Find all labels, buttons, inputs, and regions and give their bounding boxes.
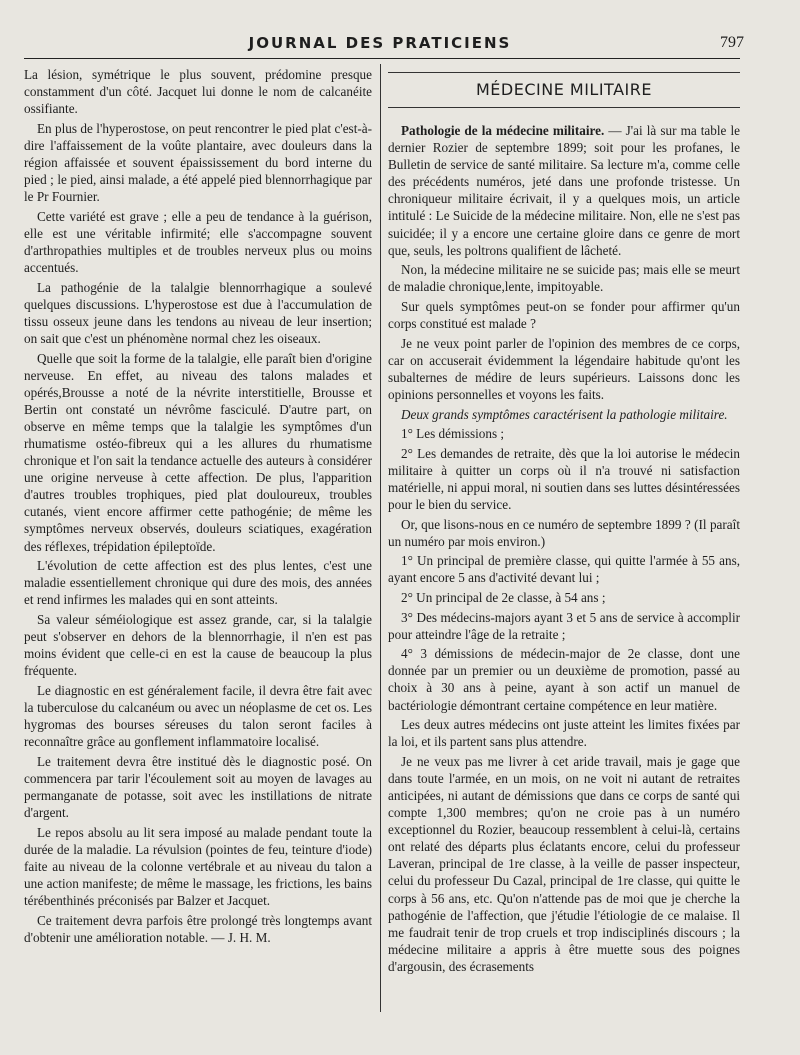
- article-lead-text: — J'ai là sur ma table le dernier Rozier de septembre 1899; soit pour les profanes, le Bulletin de service de santé militaire. Sa lecture m'a, comme celle des précédents numéros, jeté dans une profonde tristesse. Un chroniqueur militaire écrivait, il y a quelques mois, un article intitulé : Le Suicide de la médecine militaire. Non, elle ne s'est pas suicidée; il y a encore une certaine gloire dans ce genre de mort que, seuls, les poltrons qualifient de lâcheté.: [388, 123, 740, 258]
- paragraph: [388, 406, 740, 423]
- list-item: 1° Les démissions ;: [401, 426, 505, 442]
- paragraph: Sa valeur séméiologique est assez grande, car, si la talalgie peut s'observer en dehors de la blennorrhagie, il n'en est pas moins évident que celle-ci en est la cause de beaucoup la plus fréquente.: [24, 611, 372, 679]
- page-number: 797: [720, 34, 744, 51]
- paragraph: Cette variété est grave ; elle a peu de tendance à la guérison, elle est une véritable infirmité; elle s'accompagne souvent d'arthropathies multiples et de troubles nerveux plus ou moins accentués.: [24, 208, 372, 276]
- journal-title: JOURNAL DES PRATICIENS: [248, 34, 512, 52]
- paragraph: Le repos absolu au lit sera imposé au malade pendant toute la durée de la maladie. La révulsion (pointes de feu, teinture d'iode) faite au niveau de la colonne vertébrale et au niveau du talon a une action manifeste; de même le massage, les frictions, les bains térébenthinés préconisés par Balzer et Jacquet.: [24, 824, 372, 908]
- paragraph: Je ne veux pas me livrer à cet aride travail, mais je gage que dans toute l'armée, en un mois, on ne voit ni autant de retraites anticipées, ni autant de démissions que dans ce corps de santé qui compte 1,300 membres; qu'on ne croie pas à un numéro exceptionnel du Rozier, beaucoup ressemblent à celui-là, certains ont relaté des départs plus éclatants encore, celui du professeur Laveran, principal de 1re classe, à la veille de passer inspecteur, celui du professeur Du Cazal, principal de 1re classe, qui quitte le corps à 56 ans, etc. Qu'on n'attende pas de moi que je cherche la pathogénie de l'affection, que j'étudie l'étiologie de ce malaise. Il me faudrait tenir de trop cruels et trop indisciplinés discours ; la médecine militaire a appris à être muette sous des poignes d'argousin, des écrasements: [388, 753, 740, 974]
- paragraph: L'évolution de cette affection est des plus lentes, c'est une maladie essentiellement chronique qui dure des mois, des années et rend infirmes les malades qui en sont atteints.: [24, 558, 372, 608]
- section-header: [388, 72, 740, 108]
- paragraph: En plus de l'hyperostose, on peut rencontrer le pied plat c'est-à-dire l'affaissement de la voûte plantaire, avec douleurs dans la région affaissée et souvent épaississement du bord interne du pied ; le pied, ainsi malade, a été appelé pied blennorrhagique par le Pr Fournier.: [24, 120, 372, 205]
- section-title: MÉDECINE MILITAIRE: [476, 80, 652, 100]
- paragraph: Sur quels symptômes peut-on se fonder pour affirmer qu'un corps constitué est malade ?: [388, 298, 740, 332]
- right-column: [388, 66, 740, 1026]
- paragraph: Quelle que soit la forme de la talalgie, elle paraît bien d'origine nerveuse. En effet, au niveau des talons malades et opérés,Brousse a noté de la névrite interstitielle, Brousse et Bertin ont constaté un névrôme fasciculé. D'autre part, on observe en même temps que la talalgie les symptômes d'un rhumatisme ostéo-fibreux qui a les allures du rhumatisme chronique et l'on sait la tendance actuelle des auteurs à considérer une origine nerveuse à cette affection. De plus, l'apparition d'autres troubles trophiques, pied plat douloureux, troubles cutanés, vient encore affirmer cette pathogénie; de même les symptômes nerveux observés, douleurs sciatiques, exagération des réflexes, trépidation épileptoïde.: [24, 350, 372, 554]
- column-divider: [380, 64, 381, 1012]
- list-item: 4° 3 démissions de médecin-major de 2e classe, dont une donnée par un premier ou un deuxième de promotion, passé au choix à 30 ans à peine, ayant à son actif un manuel de bactériologie démontrant certaine compétence en leur matière.: [388, 646, 740, 713]
- paragraph: La pathogénie de la talalgie blennorrhagique a soulevé quelques discussions. L'hyperostose est due à l'accumulation de tissu osseux jeune dans les tendons au niveau de leur insertion; on sait que c'est un phénomène normal chez les oiseaux.: [24, 279, 372, 346]
- paragraph: Or, que lisons-nous en ce numéro de septembre 1899 ? (Il paraît un numéro par mois environ.): [388, 516, 740, 549]
- italic-text: Deux grands symptômes caractérisent la pathologie militaire.: [401, 406, 728, 422]
- paragraph: Le traitement devra être institué dès le diagnostic posé. On commencera par tarir l'écoulement soit au moyen de lavages au permanganate de potasse, soit avec les instillations de nitrate d'argent.: [24, 753, 372, 820]
- running-head: [20, 34, 744, 52]
- article-lead-paragraph: [388, 122, 740, 259]
- paragraph: Ce traitement devra parfois être prolongé très longtemps avant d'obtenir une amélioration notable. — J. H. M.: [24, 912, 372, 945]
- header-rule: [24, 58, 740, 59]
- list-item: 1° Un principal de première classe, qui quitte l'armée à 55 ans, ayant encore 5 ans d'activité devant lui ;: [388, 553, 740, 586]
- paragraph: Non, la médecine militaire ne se suicide pas; mais elle se meurt de maladie chronique,lente, impitoyable.: [388, 262, 740, 295]
- list-item: 2° Un principal de 2e classe, à 54 ans ;: [401, 589, 606, 605]
- paragraph: Le diagnostic en est généralement facile, il devra être fait avec la tuberculose du calcanéum ou avec un néoplasme de cet os. Les hygromas des bourses séreuses du talon seront faciles à reconnaître grâce au gonflement inflammatoire localisé.: [24, 682, 372, 750]
- paragraph: Les deux autres médecins ont juste atteint les limites fixées par la loi, et ils partent sans plus attendre.: [388, 717, 740, 750]
- left-column: [24, 66, 372, 1026]
- list-item: 3° Des médecins-majors ayant 3 et 5 ans de service à accomplir pour atteindre l'âge de la retraite ;: [388, 609, 740, 642]
- list-item: 2° Les demandes de retraite, dès que la loi autorise le médecin militaire à quitter un corps où il n'a trouvé ni satisfaction matérielle, ni appui moral, ni soutien dans ses luttes désintéressées pour le bien du service.: [388, 445, 740, 512]
- article-title: Pathologie de la médecine militaire.: [401, 123, 605, 138]
- paragraph: Je ne veux point parler de l'opinion des membres de ce corps, car on accuserait évidemment la légendaire habitude qu'ont les subalternes de médire de leurs supérieurs. Laissons donc les opinions personnelles et voyons les faits.: [388, 335, 740, 402]
- paragraph: La lésion, symétrique le plus souvent, prédomine presque constamment d'un côté. Jacquet lui donne le nom de calcanéite ossifiante.: [24, 67, 372, 117]
